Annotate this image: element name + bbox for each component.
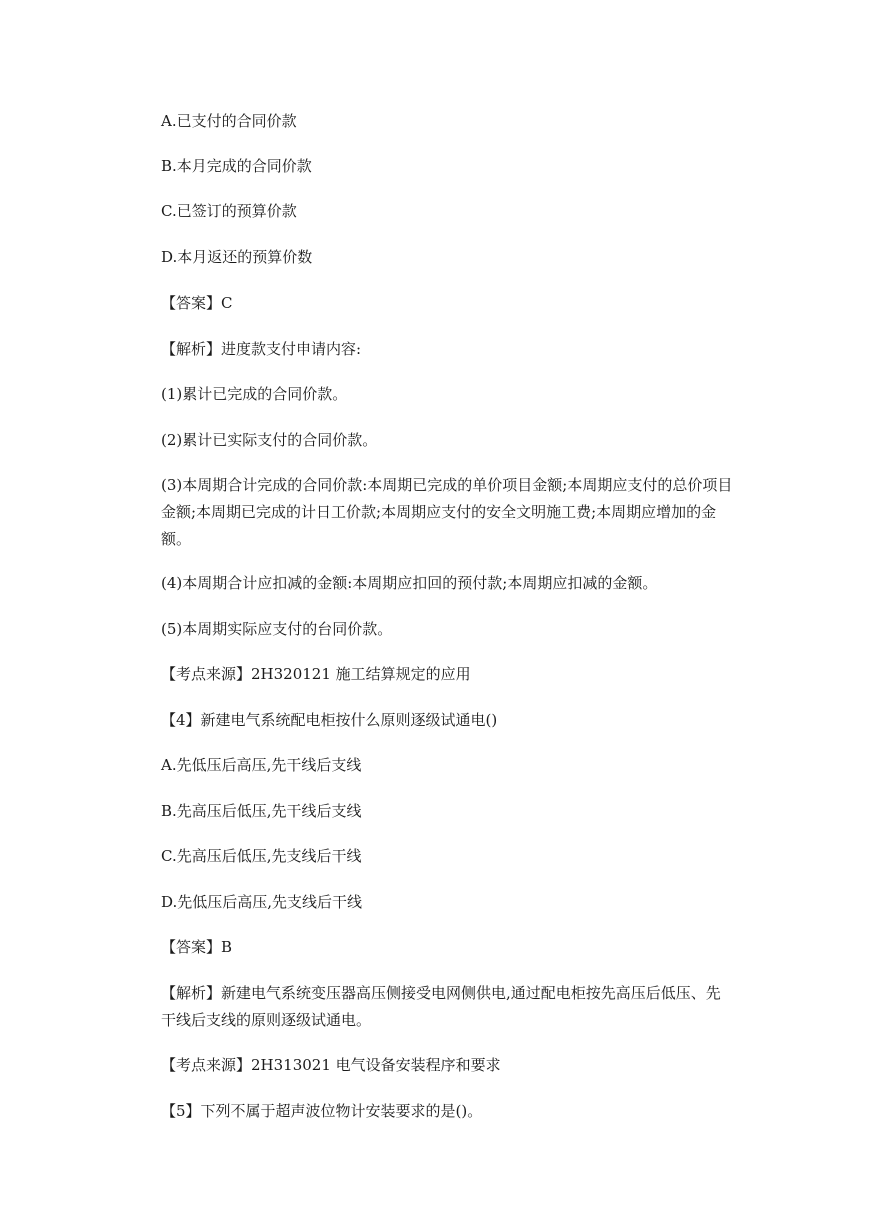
q4-analysis-text: 【解析】新建电气系统变压器高压侧接受电网侧供电,通过配电柜按先高压后低压、先干线后支线的原则逐级试通电。 — [161, 984, 721, 1029]
q3-item-3 — [142, 472, 735, 553]
q4-option-c: C.先高压后低压,先支线后干线 — [161, 847, 362, 865]
q5-question: 【5】下列不属于超声波位物计安装要求的是()。 — [161, 1102, 483, 1120]
q3-item-3-text: (3)本周期合计完成的合同价款:本周期已完成的单价项目金额;本周期应支付的总价项目金额;本周期已完成的计日工价款;本周期应支付的安全文明施工费;本周期应增加的金额。 — [161, 476, 733, 548]
q3-item-4: (4)本周期合计应扣减的金额:本周期应扣回的预付款;本周期应扣减的金额。 — [161, 574, 658, 592]
q4-analysis — [142, 980, 735, 1034]
q3-option-a: A.已支付的合同价款 — [161, 112, 297, 130]
q3-option-d: D.本月返还的预算价数 — [161, 248, 313, 266]
q4-question: 【4】新建电气系统配电柜按什么原则逐级试通电() — [161, 711, 498, 729]
q3-answer: 【答案】C — [161, 294, 233, 312]
q4-option-d: D.先低压后高压,先支线后干线 — [161, 893, 363, 911]
q4-option-b: B.先高压后低压,先干线后支线 — [161, 802, 362, 820]
q3-option-c: C.已签订的预算价款 — [161, 202, 297, 220]
q4-answer: 【答案】B — [161, 938, 233, 956]
q3-item-1: (1)累计已完成的合同价款。 — [161, 385, 348, 403]
q3-source: 【考点来源】2H320121 施工结算规定的应用 — [161, 665, 471, 683]
q3-analysis-heading: 【解析】进度款支付申请内容: — [161, 340, 362, 358]
q3-item-2: (2)累计已实际支付的合同价款。 — [161, 431, 378, 449]
q4-source: 【考点来源】2H313021 电气设备安装程序和要求 — [161, 1056, 501, 1074]
q3-item-5: (5)本周期实际应支付的台同价款。 — [161, 620, 393, 638]
q4-option-a: A.先低压后高压,先干线后支线 — [161, 756, 362, 774]
q3-option-b: B.本月完成的合同价款 — [161, 157, 312, 175]
